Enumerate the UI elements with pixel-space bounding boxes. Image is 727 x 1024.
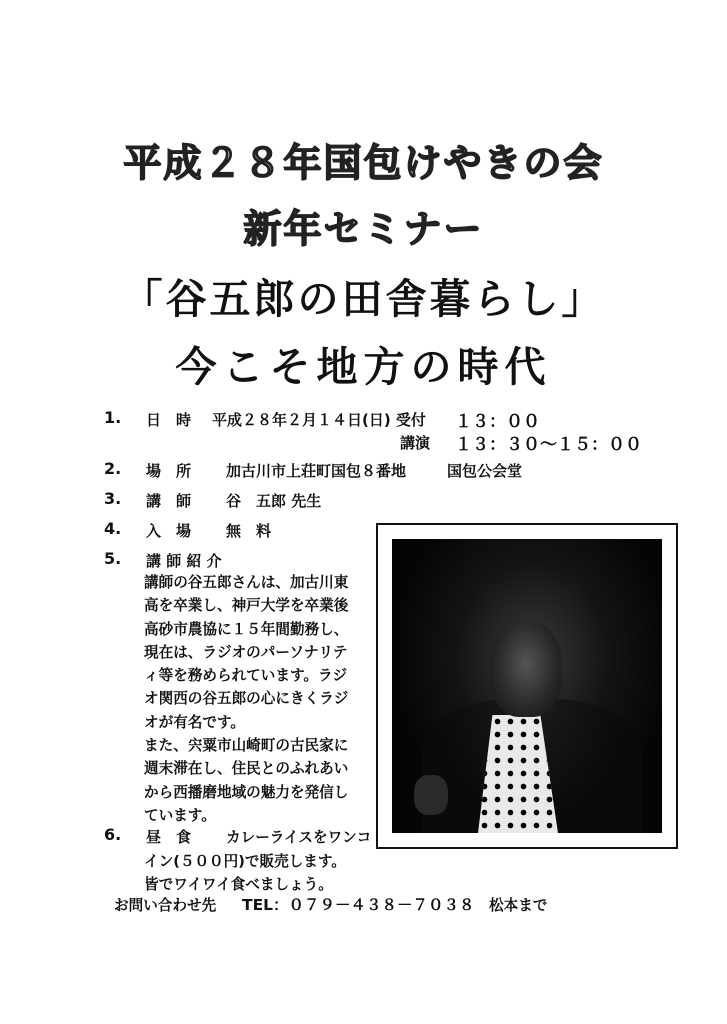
contact-phone: TEL：０７９－４３８－７０３８ bbox=[242, 896, 475, 914]
intro-line: 講師の谷五郎さんは、加古川東 bbox=[144, 574, 349, 591]
label-admission: 入 場 bbox=[146, 522, 192, 540]
title-organization: 平成２８年国包けやきの会 bbox=[123, 141, 604, 185]
photo-hand-shape bbox=[414, 775, 448, 815]
intro-line: ています。 bbox=[144, 806, 216, 824]
title-seminar: 新年セミナー bbox=[243, 207, 484, 251]
lunch-line: イン(５００円)で販売します。 bbox=[144, 853, 346, 870]
label-datetime: 日 時 bbox=[146, 411, 192, 429]
lecturer-photo bbox=[376, 523, 678, 849]
contact-label: お問い合わせ先 bbox=[114, 897, 217, 914]
label-lecturer: 講 師 bbox=[146, 492, 192, 510]
intro-line: また、宍粟市山崎町の古民家に bbox=[144, 737, 349, 755]
item-number: 3. bbox=[104, 489, 122, 508]
intro-line: オ関西の谷五郎の心にきくラジ bbox=[144, 690, 349, 708]
label-lunch: 昼 食 bbox=[146, 828, 192, 846]
intro-line: 高砂市農協に１５年間勤務し、 bbox=[144, 620, 349, 638]
lecturer-name: 谷 五郎 先生 bbox=[226, 492, 322, 510]
title-subtitle: 今こそ地方の時代 bbox=[175, 343, 552, 391]
item-number: 4. bbox=[104, 519, 122, 538]
intro-line: 週末滞在し、住民とのふれあい bbox=[144, 760, 349, 778]
item-number: 6. bbox=[104, 825, 122, 844]
item-number: 5. bbox=[104, 549, 122, 568]
intro-line: 高を卒業し、神戸大学を卒業後 bbox=[144, 597, 349, 615]
intro-line: オが有名です。 bbox=[144, 713, 245, 731]
title-lecture: 「谷五郎の田舎暮らし」 bbox=[121, 275, 606, 323]
venue-name: 国包公会堂 bbox=[447, 462, 523, 480]
intro-line: 現在は、ラジオのパーソナリテ bbox=[144, 643, 348, 661]
admission-fee: 無 料 bbox=[226, 522, 272, 540]
event-date: 平成２８年２月１４日(日) 受付 bbox=[212, 411, 426, 429]
label-lecturer-intro: 講 師 紹 介 bbox=[146, 552, 222, 570]
label-lecture: 講演 bbox=[400, 434, 431, 452]
item-number: 1. bbox=[104, 408, 122, 427]
label-place: 場 所 bbox=[146, 462, 192, 480]
contact-person: 松本まで bbox=[489, 897, 548, 914]
photo-face-shape bbox=[490, 621, 562, 717]
lunch-line: 皆でワイワイ食べましょう。 bbox=[144, 876, 333, 893]
lecturer-intro-text bbox=[144, 571, 384, 827]
photo-image bbox=[392, 539, 662, 833]
reception-time: １３：００ bbox=[455, 412, 540, 432]
intro-line: から西播磨地域の魅力を発信し bbox=[144, 783, 349, 801]
intro-line: ィ等を務められています。ラジ bbox=[144, 667, 348, 685]
lunch-line: カレーライスをワンコ bbox=[226, 829, 372, 846]
lecture-time: １３：３０～１５：００ bbox=[455, 435, 642, 455]
venue-address: 加古川市上荘町国包８番地 bbox=[226, 462, 407, 480]
item-number: 2. bbox=[104, 459, 122, 478]
